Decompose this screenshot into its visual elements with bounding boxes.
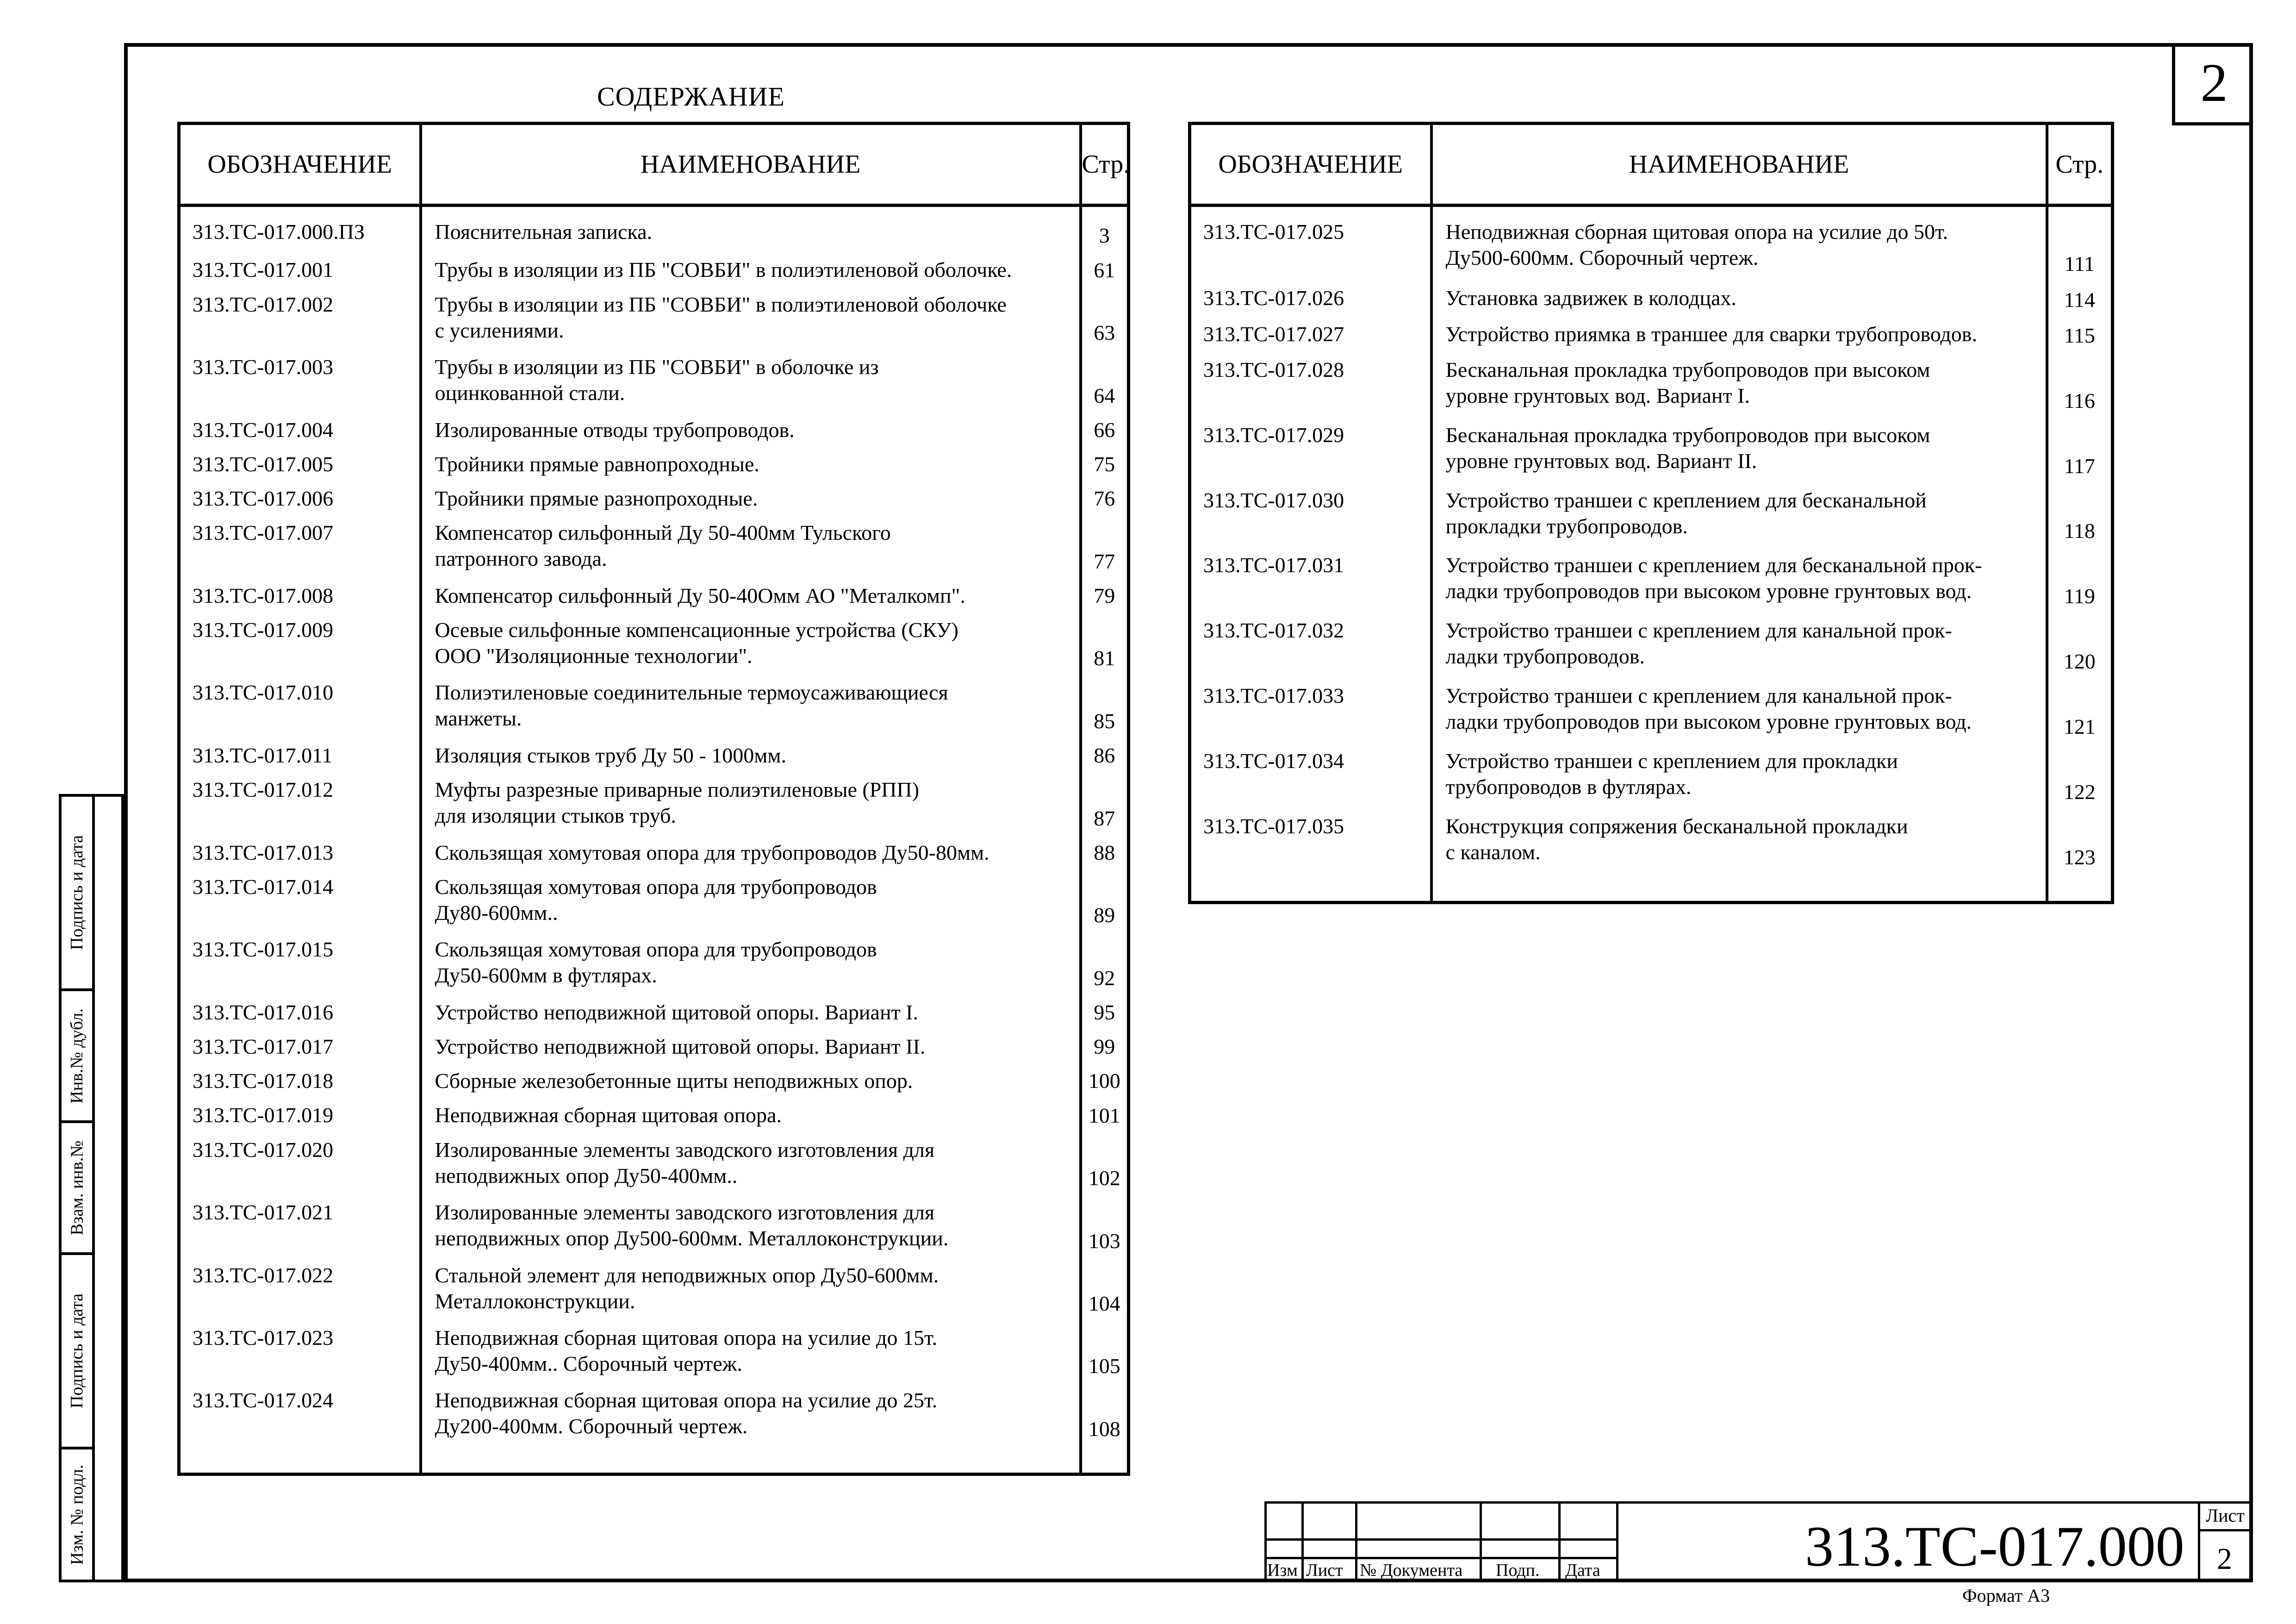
side-label: Инв.№ дубл. [67,1008,87,1104]
row-code: 313.ТС-017.009 [179,612,421,674]
table-row [179,994,1129,1028]
row-name: Неподвижная сборная щитовая опора на усилие до 15т. Ду50-400мм.. Сборочный чертеж. [421,1319,1081,1382]
empty-cell [421,1445,1081,1474]
table-filler-row [179,1445,1129,1474]
row-page: 102 [1088,1166,1120,1190]
table-row [179,446,1129,480]
row-name: Компенсатор сильфонный Ду 50-40Омм АО "Металкомп". [421,577,1081,612]
row-page: 104 [1088,1291,1120,1315]
row-code: 313.ТС-017.002 [179,286,421,349]
row-page: 101 [1088,1103,1120,1127]
row-name: Трубы в изоляции из ПБ "СОВБИ" в полиэтиленовой оболочке. [421,251,1081,286]
table-row [179,1194,1129,1256]
row-name: Осевые сильфонные компенсационные устройства (СКУ) ООО "Изоляционные технологии". [421,612,1081,674]
row-page: 100 [1088,1069,1120,1093]
row-page: 108 [1088,1417,1120,1441]
header-name: НАИМЕНОВАНИЕ [421,124,1081,206]
row-code: 313.ТС-017.032 [1190,612,1431,677]
row-code: 313.ТС-017.033 [1190,677,1431,743]
empty-cell [1190,873,1431,903]
table-row [179,480,1129,514]
empty-cell [2047,873,2113,903]
row-name: Пояснительная записка. [421,206,1081,252]
side-label-cell [62,1449,92,1580]
side-label: Изм. № подл. [67,1464,87,1565]
table-row [179,737,1129,771]
row-code: 313.ТС-017.017 [179,1028,421,1062]
row-code: 313.ТС-017.011 [179,737,421,771]
table-row [179,206,1129,252]
row-code: 313.ТС-017.008 [179,577,421,612]
row-name: Тройники прямые разнопроходные. [421,480,1081,514]
row-code: 313.ТС-017.001 [179,251,421,286]
header-page: Стр. [2047,124,2113,206]
row-name: Устройство траншеи с креплением для прокладки трубопроводов в футлярах. [1431,743,2047,808]
table-row [1190,547,2113,612]
row-code: 313.ТС-017.026 [1190,280,1431,315]
table-row [1190,206,2113,280]
stamp-line [1264,1538,1618,1541]
row-code: 313.ТС-017.031 [1190,547,1431,612]
row-page: 114 [2064,287,2095,312]
table-row [179,931,1129,993]
row-code: 313.ТС-017.023 [179,1319,421,1382]
header-page: Стр. [1081,124,1129,206]
row-page: 61 [1094,258,1115,282]
table-row [1190,417,2113,482]
stamp-line [1616,1501,1618,1582]
row-page: 66 [1094,418,1115,442]
row-code: 313.ТС-017.010 [179,674,421,737]
table-row [1190,808,2113,873]
row-name: Изолированные элементы заводского изготовления для неподвижных опор Ду50-400мм.. [421,1131,1081,1194]
row-name: Стальной элемент для неподвижных опор Ду50-600мм. Металлоконструкции. [421,1257,1081,1319]
stamp-line [1264,1557,1618,1559]
table-row [179,1257,1129,1319]
row-code: 313.ТС-017.012 [179,771,421,834]
stamp-line [1264,1501,1267,1582]
row-name: Бесканальная прокладка трубопроводов при высоком уровне грунтовых вод. Вариант I. [1431,351,2047,417]
row-name: Скользящая хомутовая опора для трубопроводов Ду80-600мм.. [421,868,1081,931]
stamp-line [2198,1529,2253,1531]
table-row [1190,482,2113,547]
row-page: 119 [2064,584,2095,608]
row-code: 313.ТС-017.035 [1190,808,1431,873]
row-code: 313.ТС-017.020 [179,1131,421,1194]
row-code: 313.ТС-017.000.ПЗ [179,206,421,252]
table-row [179,612,1129,674]
table-row [179,251,1129,286]
row-page: 116 [2064,388,2095,412]
document-code: 313.ТС-017.000 [1805,1515,2184,1578]
row-page: 105 [1088,1354,1120,1378]
table-row [179,1131,1129,1194]
side-label-cell [62,991,92,1123]
row-code: 313.ТС-017.030 [1190,482,1431,547]
side-label-cell [62,1255,92,1449]
table-header-row [179,124,1129,206]
row-code: 313.ТС-017.019 [179,1097,421,1131]
header-name: НАИМЕНОВАНИЕ [1431,124,2047,206]
row-page: 88 [1094,840,1115,864]
row-code: 313.ТС-017.021 [179,1194,421,1256]
row-page: 92 [1094,966,1115,990]
stamp-izm-label: Изм [1267,1561,1298,1580]
row-code: 313.ТС-017.007 [179,514,421,577]
stamp-line [1264,1501,2253,1504]
header-designation: ОБОЗНАЧЕНИЕ [1190,124,1431,206]
row-code: 313.ТС-017.016 [179,994,421,1028]
row-name: Установка задвижек в колодцах. [1431,280,2047,315]
row-page: 85 [1094,709,1115,733]
row-code: 313.ТС-017.022 [179,1257,421,1319]
row-page: 64 [1094,383,1115,407]
sheet-label: Лист [2206,1505,2245,1526]
table-row [1190,316,2113,351]
row-name: Устройство траншеи с креплением для канальной прок- ладки трубопроводов. [1431,612,2047,677]
row-code: 313.ТС-017.029 [1190,417,1431,482]
table-row [179,771,1129,834]
row-name: Конструкция сопряжения бесканальной прокладки с каналом. [1431,808,2047,873]
row-name: Компенсатор сильфонный Ду 50-400мм Тульского патронного завода. [421,514,1081,577]
stamp-line [1480,1501,1482,1582]
row-code: 313.ТС-017.004 [179,412,421,446]
row-name: Скользящая хомутовая опора для трубопроводов Ду50-600мм в футлярах. [421,931,1081,993]
row-name: Устройство неподвижной щитовой опоры. Вариант II. [421,1028,1081,1062]
row-page: 79 [1094,584,1115,608]
row-name: Устройство приямка в траншее для сварки трубопроводов. [1431,316,2047,351]
row-page: 95 [1094,1000,1115,1024]
empty-cell [179,1445,421,1474]
row-name: Трубы в изоляции из ПБ "СОВБИ" в оболочке из оцинкованной стали. [421,349,1081,411]
row-name: Тройники прямые равнопроходные. [421,446,1081,480]
table-row [179,674,1129,737]
row-name: Неподвижная сборная щитовая опора на усилие до 50т. Ду500-600мм. Сборочный чертеж. [1431,206,2047,280]
table-row [1190,280,2113,315]
stamp-line [1558,1501,1561,1582]
row-name: Изолированные отводы трубопроводов. [421,412,1081,446]
row-name: Устройство траншеи с креплением для бесканальной прокладки трубопроводов. [1431,482,2047,547]
row-code: 313.ТС-017.005 [179,446,421,480]
table-row [179,577,1129,612]
table-row [179,412,1129,446]
sheet-number-box [2172,43,2253,125]
stamp-line [2198,1501,2200,1582]
row-name: Полиэтиленовые соединительные термоусаживающиеся манжеты. [421,674,1081,737]
side-stamp [59,794,124,1582]
side-label: Подпись и дата [67,1293,87,1409]
stamp-list-label: Лист [1306,1561,1343,1580]
row-code: 313.ТС-017.027 [1190,316,1431,351]
row-page: 117 [2064,454,2095,478]
row-name: Трубы в изоляции из ПБ "СОВБИ" в полиэтиленовой оболочке с усилениями. [421,286,1081,349]
contents-table-right [1188,122,2114,904]
row-page: 111 [2064,252,2095,276]
row-page: 123 [2063,845,2096,869]
table-row [179,1062,1129,1097]
row-page: 87 [1094,806,1115,830]
row-page: 76 [1094,487,1115,511]
row-page: 77 [1094,549,1115,573]
row-page: 89 [1094,903,1115,927]
side-label-cell [62,1123,92,1255]
sheet-label-number: 2 [2217,1542,2232,1576]
row-name: Бесканальная прокладка трубопроводов при высоком уровне грунтовых вод. Вариант II. [1431,417,2047,482]
table-header-row [1190,124,2113,206]
table-row [179,514,1129,577]
stamp-doc-label: № Документа [1360,1561,1463,1580]
row-code: 313.ТС-017.015 [179,931,421,993]
table-row [1190,743,2113,808]
table-filler-row [1190,873,2113,903]
format-label: Формат А3 [1962,1585,2050,1606]
row-code: 313.ТС-017.018 [179,1062,421,1097]
row-name: Неподвижная сборная щитовая опора. [421,1097,1081,1131]
row-name: Скользящая хомутовая опора для трубопроводов Ду50-80мм. [421,834,1081,868]
row-code: 313.ТС-017.034 [1190,743,1431,808]
side-divider [92,797,95,1580]
table-row [179,1382,1129,1445]
row-code: 313.ТС-017.013 [179,834,421,868]
stamp-line [1355,1501,1357,1582]
table-row [1190,612,2113,677]
row-page: 118 [2064,519,2095,543]
row-name: Неподвижная сборная щитовая опора на усилие до 25т. Ду200-400мм. Сборочный чертеж. [421,1382,1081,1445]
stamp-date-label: Дата [1565,1561,1600,1580]
side-label: Подпись и дата [67,835,87,950]
row-page: 120 [2063,650,2096,674]
table-row [179,834,1129,868]
row-name: Изолированные элементы заводского изготовления для неподвижных опор Ду500-600мм. Металлоконструкции. [421,1194,1081,1256]
row-code: 313.ТС-017.025 [1190,206,1431,280]
row-name: Сборные железобетонные щиты неподвижных опор. [421,1062,1081,1097]
row-page: 121 [2063,715,2096,739]
row-code: 313.ТС-017.028 [1190,351,1431,417]
row-name: Устройство траншеи с креплением для бесканальной прок- ладки трубопроводов при высоком уровне грунтовых вод. [1431,547,2047,612]
row-page: 75 [1094,452,1115,476]
stamp-line [1301,1501,1304,1582]
header-designation: ОБОЗНАЧЕНИЕ [179,124,421,206]
row-page: 103 [1088,1229,1120,1253]
row-code: 313.ТС-017.003 [179,349,421,411]
row-page: 3 [1099,224,1110,248]
contents-table-left [177,122,1130,1476]
sheet-number: 2 [2200,52,2228,113]
empty-cell [1431,873,2047,903]
row-code: 313.ТС-017.014 [179,868,421,931]
table-row [1190,677,2113,743]
stamp-podp-label: Подп. [1496,1561,1540,1580]
row-code: 313.ТС-017.006 [179,480,421,514]
empty-cell [1081,1445,1129,1474]
row-name: Муфты разрезные приварные полиэтиленовые (РПП) для изоляции стыков труб. [421,771,1081,834]
side-label: Взам. инв.№ [67,1140,87,1235]
row-page: 99 [1094,1035,1115,1059]
row-name: Устройство траншеи с креплением для канальной прок- ладки трубопроводов при высоком уровне грунтовых вод. [1431,677,2047,743]
table-row [179,1028,1129,1062]
row-page: 115 [2064,323,2095,347]
table-row [179,1097,1129,1131]
table-row [179,286,1129,349]
row-page: 86 [1094,743,1115,768]
row-page: 63 [1094,321,1115,345]
table-row [179,349,1129,411]
row-code: 313.ТС-017.024 [179,1382,421,1445]
page-title: СОДЕРЖАНИЕ [597,81,785,112]
row-name: Изоляция стыков труб Ду 50 - 1000мм. [421,737,1081,771]
row-page: 122 [2063,780,2096,804]
table-row [1190,351,2113,417]
table-row [179,1319,1129,1382]
row-name: Устройство неподвижной щитовой опоры. Вариант I. [421,994,1081,1028]
table-row [179,868,1129,931]
side-label-cell [62,797,92,991]
row-page: 81 [1094,646,1115,670]
